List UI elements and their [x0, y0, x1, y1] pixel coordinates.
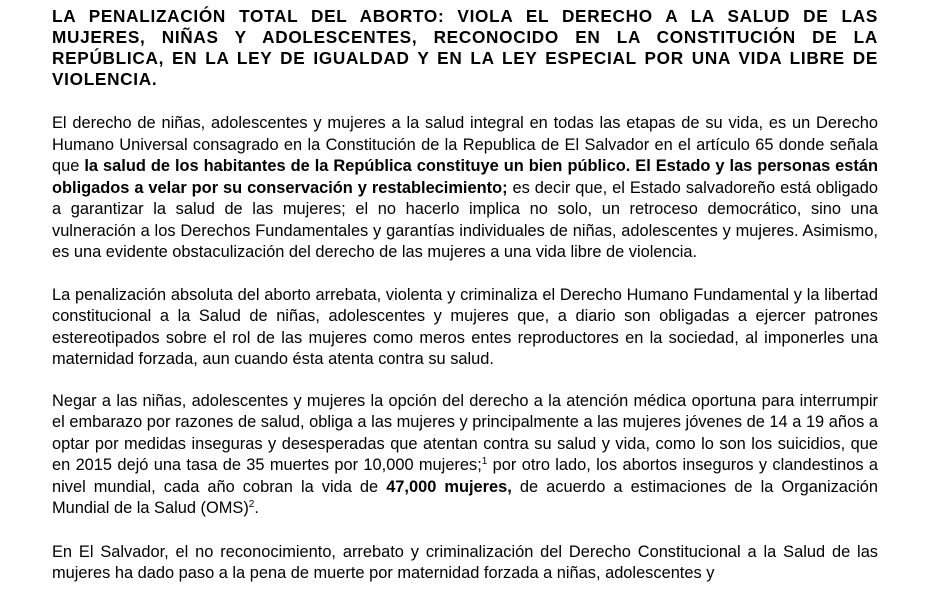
paragraph-1-text-c: es decir que, el Estado salvadoreño está obligado a garantizar la salud de las mujeres; el no hacerlo implica no solo, un retroceso democrático, sino una vulneración a los Derechos Fundamentales y garantías individuales de niñas, adolescentes y mujeres. Asimismo, es una evidente obstaculización del derecho de las mujeres a una vida libre de violencia. — [52, 178, 878, 261]
document-page — [52, 0, 878, 585]
paragraph-1-bold-text: la salud de los habitantes de la República constituye un bien público. El Estado y las personas están obligados a velar por su conservación y restablecimiento; — [52, 157, 878, 197]
paragraph-4: En El Salvador, el no reconocimiento, arrebato y criminalización del Derecho Constitucional a la Salud de las mujeres ha dado paso a la pena de muerte por maternidad forzada a niñas, adolescentes y — [52, 542, 878, 582]
paragraph-1 — [52, 113, 878, 264]
paragraph-3-text-a: Negar a las niñas, adolescentes y mujeres la opción del derecho a la atención médica oportuna para interrumpir el embarazo por razones de salud, obliga a las mujeres y principalmente a las mujeres jóvenes de 14 a 19 años a optar por medidas inseguras y desesperadas que atentan contra su salud y vida, como lo son los suicidios, que en 2015 dejó una tasa de 35 muertes por 10,000 mujeres; — [52, 391, 878, 474]
paragraph-3-text-b: por otro lado, los abortos inseguros y clandestinos a nivel mundial, cada año cobran la vida de — [52, 456, 878, 496]
paragraph-3-text-d: de acuerdo a estimaciones de la Organización Mundial de la Salud (OMS) — [52, 477, 878, 517]
paragraph-3-bold-text: 47,000 mujeres, — [386, 477, 512, 496]
document-title: LA PENALIZACIÓN TOTAL DEL ABORTO: VIOLA EL DERECHO A LA SALUD DE LAS MUJERES, NIÑAS Y ADOLESCENTES, RECONOCIDO EN LA CONSTITUCIÓN DE LA REPÚBLICA, EN LA LEY DE IGUALDAD Y EN LA LEY ESPECIAL POR UNA VIDA LIBRE DE VIOLENCIA. — [52, 6, 878, 89]
footnote-ref-1: 1 — [481, 456, 488, 467]
paragraph-1-text-a: El derecho de niñas, adolescentes y mujeres a la salud integral en todas las etapas de su vida, es un Derecho Humano Universal consagrado en la Constitución de la Republica de El Salvador en el artículo 65 donde señala que — [52, 114, 878, 175]
footnote-ref-2: 2 — [248, 499, 255, 510]
paragraph-3-text-e: . — [254, 499, 259, 517]
paragraph-3 — [52, 391, 878, 520]
paragraph-2: La penalización absoluta del aborto arrebata, violenta y criminaliza el Derecho Humano Fundamental y la libertad constitucional a la Salud de niñas, adolescentes y mujeres que, a diario son obligadas a ejercer patrones estereotipados sobre el rol de las mujeres como meros entes reproductores en la sociedad, al imponerles una maternidad forzada, aun cuando ésta atenta contra su salud. — [52, 285, 878, 368]
